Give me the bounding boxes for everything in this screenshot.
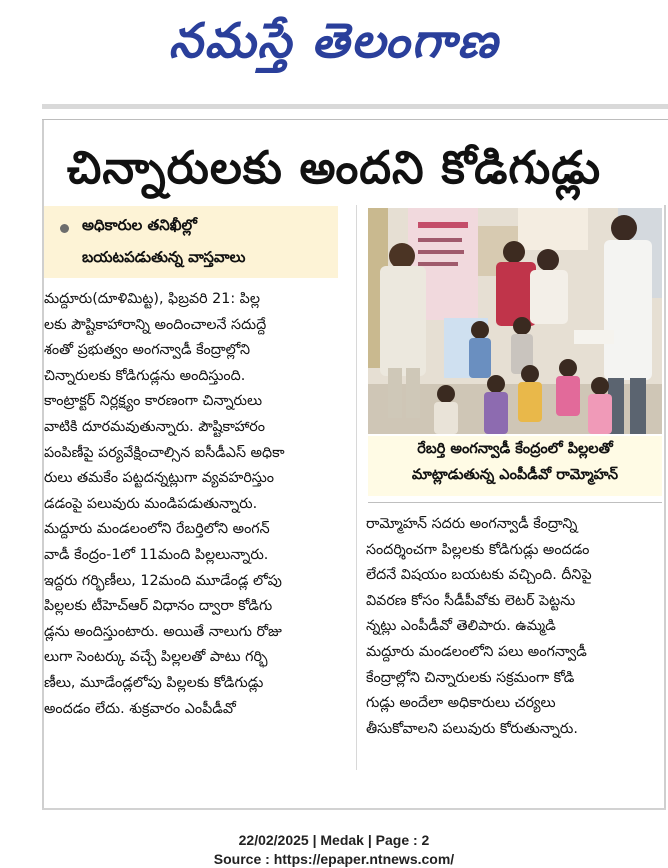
body-line: రులు తమకేం పట్టదన్నట్లుగా వ్యవహరిస్తుం bbox=[44, 470, 275, 487]
body-line: అందడం లేదు. శుక్రవారం ఎంపీడీవో bbox=[44, 700, 236, 717]
body-line: డడంపై పలువురు మండిపడుతున్నారు. bbox=[44, 495, 258, 512]
body-line: లకు పౌష్టికాహారాన్ని అందించాలనే సదుద్దే bbox=[44, 316, 267, 333]
article-photo bbox=[368, 208, 662, 434]
body-line: న్నట్లు ఎంపీడీవో తెలిపారు. ఉమ్మడి bbox=[366, 618, 556, 635]
article-body-left-column bbox=[44, 287, 346, 722]
body-line: లుగా సెంటర్కు వచ్చే పిల్లలతో పాటు గర్భి bbox=[44, 649, 268, 666]
caption-rule bbox=[368, 502, 662, 503]
bullet-icon bbox=[60, 224, 69, 233]
body-line: వాటికి దూరమవుతున్నారు. పౌష్టికాహారం bbox=[44, 418, 265, 435]
body-line: వివరణ కోసం సీడీపీవోకు లెటర్ పెట్టను bbox=[366, 592, 576, 609]
photo-illustration bbox=[368, 208, 662, 434]
body-line: సందర్శించగా పిల్లలకు కోడిగుడ్లు అందడం bbox=[366, 541, 590, 558]
frame-bottom-border bbox=[42, 808, 666, 810]
body-line: ఇద్దరు గర్భిణీలు, 12మంది మూడేండ్ల లోపు bbox=[44, 572, 282, 589]
body-line: మద్దూరు మండలంలోని పలు అంగన్వాడీ bbox=[366, 643, 587, 660]
body-line: చిన్నారులకు కోడిగుడ్లను అందిస్తుంది. bbox=[44, 367, 246, 384]
caption-line-1: రేబర్తి అంగన్వాడీ కేంద్రంలో పిల్లలతో bbox=[417, 441, 613, 457]
footer-source-link[interactable]: Source : https://epaper.ntnews.com/ bbox=[213, 851, 455, 867]
subheading-line-1: అధికారుల తనిఖీల్లో bbox=[82, 216, 197, 234]
footer-date-edition: 22/02/2025 | Medak | Page : 2 bbox=[238, 832, 430, 848]
frame-right-border bbox=[664, 205, 666, 810]
masthead-title: నమస్తే తెలంగాణ bbox=[168, 13, 500, 69]
body-line: మద్దూరు(దూళిమిట్ట), ఫిబ్రవరి 21: పిల్ల bbox=[44, 291, 260, 307]
body-line: పిల్లలకు టీహెచ్ఆర్ విధానం ద్వారా కోడిగు bbox=[44, 598, 273, 615]
column-divider bbox=[356, 205, 357, 770]
photo-caption bbox=[368, 436, 662, 496]
masthead-rule bbox=[42, 104, 668, 109]
body-line: లేదనే విషయం బయటకు వచ్చింది. దీనిపై bbox=[366, 567, 592, 584]
body-line: గుడ్లు అందేలా అధికారులు చర్యలు bbox=[366, 695, 556, 712]
article-headline: చిన్నారులకు అందని కోడిగుడ్లు bbox=[66, 141, 602, 194]
body-line: వాడీ కేంద్రం-1లో 11మంది పిల్లలున్నారు. bbox=[44, 546, 269, 563]
body-line: ణీలు, మూడేండ్లలోపు పిల్లలకు కోడిగుడ్లు bbox=[44, 674, 264, 691]
article-subheading bbox=[44, 206, 338, 278]
body-line: పంపిణీపై పర్యవేక్షించాల్సిన ఐసీడీఎస్ అధికా bbox=[44, 444, 285, 461]
body-line: శంతో ప్రభుత్వం అంగన్వాడీ కేంద్రాల్లోని bbox=[44, 342, 251, 359]
body-line: డ్లను అందిస్తుంటారు. అయితే నాలుగు రోజు bbox=[44, 623, 282, 640]
body-line: తీసుకోవాలని పలువురు కోరుతున్నారు. bbox=[366, 720, 578, 737]
body-line: రామ్మోహన్ సదరు అంగన్వాడీ కేంద్రాన్ని bbox=[366, 516, 578, 532]
newspaper-masthead bbox=[0, 6, 668, 76]
masthead-rule-thin bbox=[42, 119, 668, 120]
body-line: కేంద్రాల్లోని చిన్నారులకు సక్రమంగా కోడి bbox=[366, 669, 575, 686]
body-line: కాంట్రాక్టర్ నిర్లక్ష్యం కారణంగా చిన్నారులు bbox=[44, 393, 263, 410]
caption-line-2: మాట్లాడుతున్న ఎంపీడీవో రామ్మోహన్ bbox=[411, 467, 619, 483]
subheading-line-2: బయటపడుతున్న వాస్తవాలు bbox=[82, 248, 246, 266]
article-body-right-column bbox=[366, 512, 660, 742]
body-line: మద్దూరు మండలంలోని రేబర్తిలోని అంగన్ bbox=[44, 521, 270, 538]
